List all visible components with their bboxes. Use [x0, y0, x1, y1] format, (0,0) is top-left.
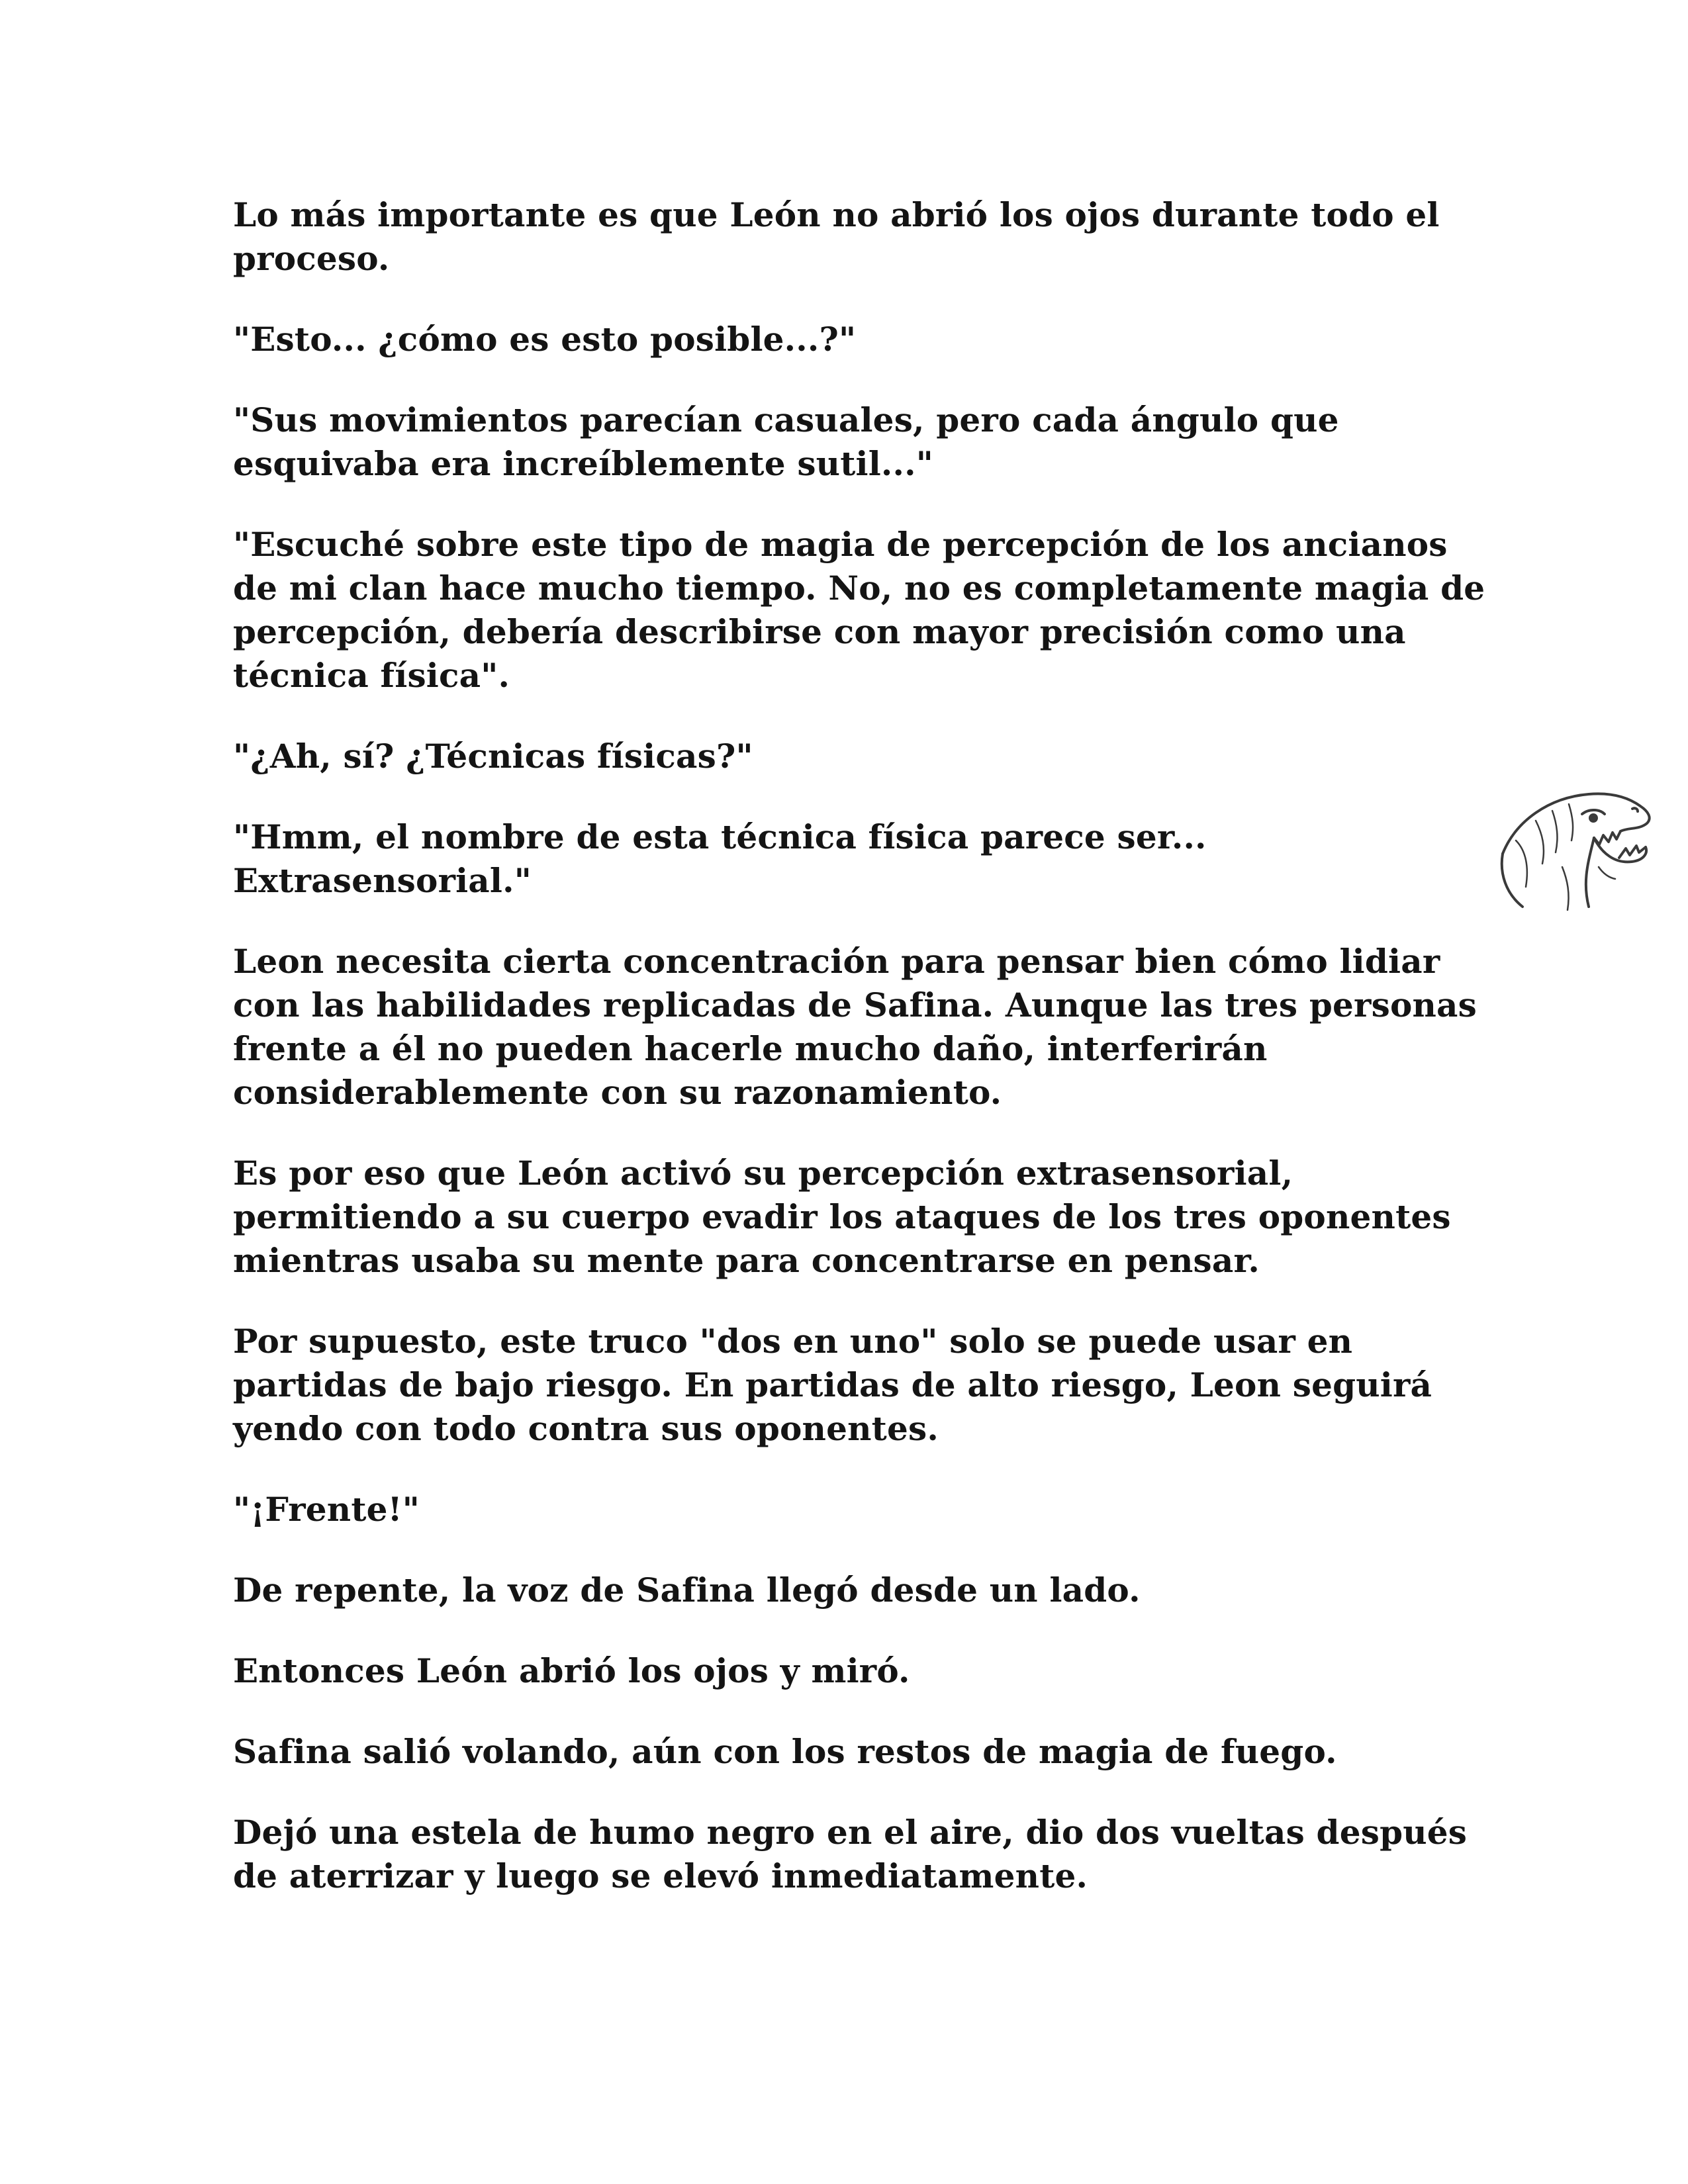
- paragraph: "¡Frente!": [233, 1490, 420, 1529]
- paragraph: Lo más importante es que León no abrió los ojos durante todo el proceso.: [233, 195, 1440, 278]
- paragraph: Por supuesto, este truco "dos en uno" solo se puede usar en partidas de bajo riesgo. En partidas de alto riesgo, Leon seguirá yendo con todo contra sus oponentes.: [233, 1322, 1432, 1448]
- paragraph: "Sus movimientos parecían casuales, pero cada ángulo que esquivaba era increíblemente sutil...": [233, 400, 1339, 483]
- paragraph: "Hmm, el nombre de esta técnica física parece ser... Extrasensorial.": [233, 817, 1207, 900]
- paragraph: "Esto... ¿cómo es esto posible...?": [233, 320, 857, 359]
- paragraph: "¿Ah, sí? ¿Técnicas físicas?": [233, 737, 753, 776]
- paragraph: Safina salió volando, aún con los restos de magia de fuego.: [233, 1732, 1337, 1771]
- paragraph: "Escuché sobre este tipo de magia de percepción de los ancianos de mi clan hace mucho tiempo. No, no es completamente magia de percepción, debería describirse con mayor precisión como una técnica física".: [233, 525, 1485, 695]
- paragraph: Dejó una estela de humo negro en el aire, dio dos vueltas después de aterrizar y luego se elevó inmediatamente.: [233, 1813, 1468, 1895]
- paragraph: Es por eso que León activó su percepción extrasensorial, permitiendo a su cuerpo evadir los ataques de los tres oponentes mientras usaba su mente para concentrarse en pensar.: [233, 1154, 1451, 1280]
- paragraph: De repente, la voz de Safina llegó desde un lado.: [233, 1570, 1141, 1610]
- body-text: [233, 193, 1491, 1935]
- dinosaur-head-icon: [1489, 774, 1662, 927]
- paragraph: Entonces León abrió los ojos y miró.: [233, 1651, 910, 1690]
- paragraph: Leon necesita cierta concentración para pensar bien cómo lidiar con las habilidades replicadas de Safina. Aunque las tres personas frente a él no pueden hacerle mucho daño, interferirán considerablemente con su razonamiento.: [233, 942, 1477, 1112]
